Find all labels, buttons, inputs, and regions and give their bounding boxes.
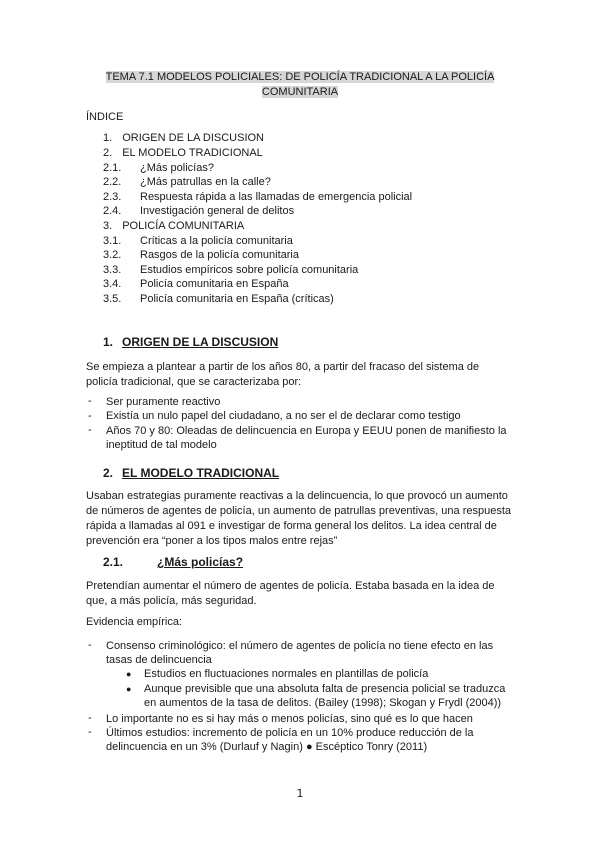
- section-heading: EL MODELO TRADICIONAL: [122, 466, 280, 480]
- document-title: TEMA 7.1 MODELOS POLICIALES: DE POLICÍA TRADICIONAL A LA POLICÍA COMUNITARIA: [105, 71, 495, 98]
- bullet-marker: -: [88, 395, 92, 407]
- toc-item[interactable]: 3.3. Estudios empíricos sobre policía comunitaria: [103, 264, 359, 276]
- toc-item[interactable]: 3.5. Policía comunitaria en España (críticas): [103, 293, 334, 305]
- toc-item[interactable]: 2.4. Investigación general de delitos: [103, 205, 295, 217]
- toc-item[interactable]: 2. EL MODELO TRADICIONAL: [103, 147, 263, 159]
- toc-item[interactable]: 3. POLICÍA COMUNITARIA: [103, 220, 245, 232]
- subsection-number: 2.1.: [103, 555, 124, 569]
- toc-item[interactable]: 3.4. Policía comunitaria en España: [103, 278, 289, 290]
- toc-item[interactable]: 2.2. ¿Más patrullas en la calle?: [103, 176, 271, 188]
- page-number: 1: [296, 787, 304, 800]
- section-heading: ORIGEN DE LA DISCUSION: [122, 335, 279, 349]
- bullet-marker: -: [88, 410, 92, 422]
- toc-item[interactable]: 2.1. ¿Más policías?: [103, 162, 214, 174]
- list-item: Últimos estudios: incremento de policía en un 10% produce reducción de la delincuencia en un 3% (Durlauf y Nagin) ● Escéptico Tonry (2011): [106, 727, 474, 753]
- bullet-marker: -: [88, 639, 92, 651]
- list-item: Consenso criminológico: el número de agentes de policía no tiene efecto en las tasas de delincuencia: [106, 640, 494, 666]
- subsection-heading: ¿Más policías?: [157, 555, 244, 569]
- paragraph: Pretendían aumentar el número de agentes de policía. Estaba basada en la idea de que, a más policía, más seguridad.: [86, 580, 495, 607]
- bullet-dot: ●: [126, 669, 132, 679]
- list-item: Años 70 y 80: Oleadas de delincuencia en Europa y EEUU ponen de manifiesto la ineptitud de tal modelo: [106, 425, 507, 451]
- evidence-label: Evidencia empírica:: [86, 616, 182, 628]
- bullet-dot: ●: [126, 684, 132, 694]
- toc-item[interactable]: 3.2. Rasgos de la policía comunitaria: [103, 249, 299, 261]
- bullet-marker: -: [88, 726, 92, 738]
- bullet-marker: -: [88, 712, 92, 724]
- toc-item[interactable]: 1. ORIGEN DE LA DISCUSION: [103, 132, 264, 144]
- section-number: 2.: [103, 466, 114, 480]
- bullet-marker: -: [88, 424, 92, 436]
- list-item: Lo importante no es si hay más o menos policías, sino qué es lo que hacen: [106, 713, 473, 725]
- toc-item[interactable]: 3.1. Críticas a la policía comunitaria: [103, 235, 293, 247]
- list-item: Existía un nulo papel del ciudadano, a no ser el de declarar como testigo: [106, 410, 461, 422]
- toc-item[interactable]: 2.3. Respuesta rápida a las llamadas de emergencia policial: [103, 191, 413, 203]
- section-number: 1.: [103, 335, 114, 349]
- paragraph: Se empieza a plantear a partir de los años 80, a partir del fracaso del sistema de policía tradicional, que se caracterizaba por:: [86, 361, 480, 388]
- sub-list-item: Aunque previsible que una absoluta falta de presencia policial se traduzca en aumentos de la tasa de delitos. (Bailey (1998); Skogan y Frydl (2004)): [144, 683, 506, 709]
- list-item: Ser puramente reactivo: [106, 396, 221, 408]
- sub-list-item: Estudios en fluctuaciones normales en plantillas de policía: [144, 668, 429, 680]
- index-heading: ÍNDICE: [86, 111, 124, 123]
- paragraph: Usaban estrategias puramente reactivas a la delincuencia, lo que provocó un aumento de números de agentes de policía, un aumento de patrullas preventivas, una respuesta rápida a llamadas al 091 e investigar de forma general los delitos. La idea central de prevención era “poner a los tipos malos entre rejas”: [86, 490, 511, 547]
